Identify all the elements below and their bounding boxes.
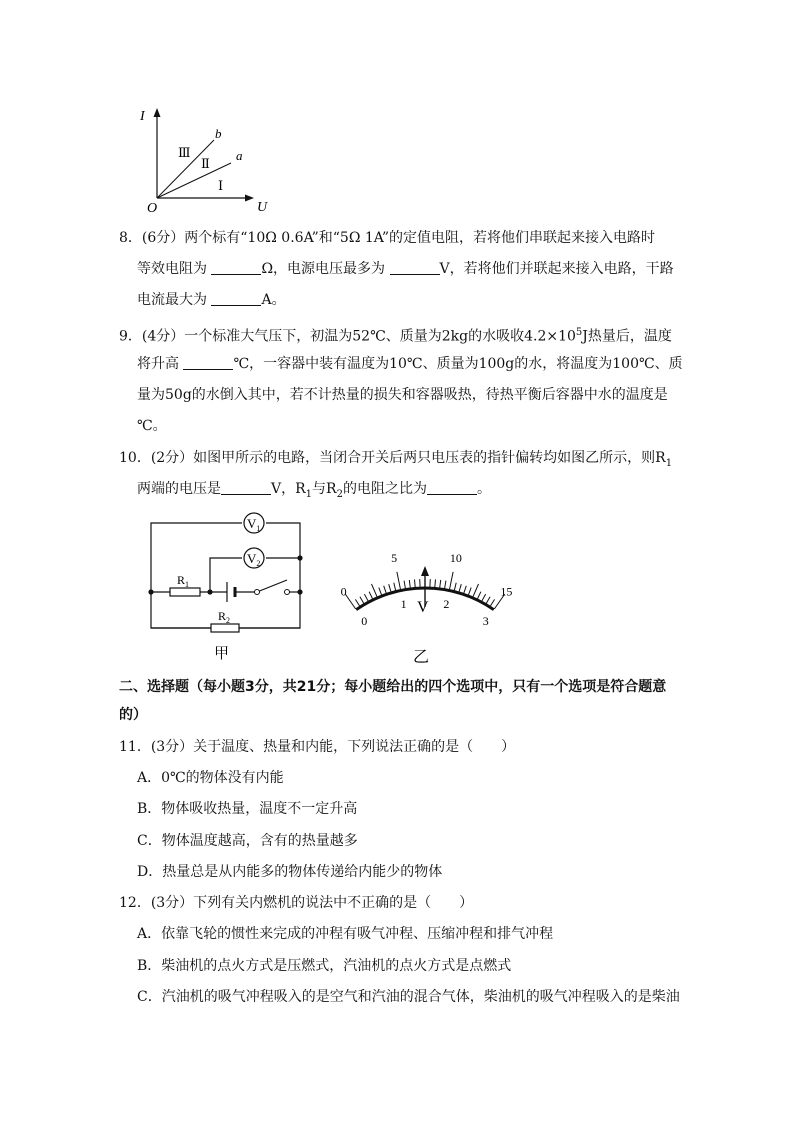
dial-tick	[355, 599, 359, 606]
junction-dot	[297, 589, 302, 594]
dial-inner-label: 3	[482, 614, 489, 629]
q8-text: A。	[261, 292, 286, 308]
switch-contact-icon	[255, 590, 260, 595]
q10-text: 。	[476, 481, 491, 497]
q12-option-a[interactable]: A．依靠飞轮的惯性来完成的冲程有吸气冲程、压缩冲程和排气冲程	[137, 926, 554, 942]
dial-inner-label: 2	[443, 597, 450, 612]
dial-tick	[379, 588, 382, 595]
junction-dot	[297, 555, 302, 560]
dial-tick	[486, 597, 490, 604]
answer-blank[interactable]	[427, 480, 477, 495]
q11-option-d[interactable]: D．热量总是从内能多的物体传递给内能少的物体	[137, 864, 443, 880]
q11-stem: 11．(3分）关于温度、热量和内能，下列说法正确的是（ ）	[119, 739, 516, 755]
q10-text: 的电阻之比为	[342, 481, 427, 497]
junction-dot	[207, 589, 212, 594]
q8-line3	[137, 290, 286, 310]
wire	[210, 558, 242, 592]
q12-stem: 12．(3分）下列有关内燃机的说法中不正确的是（ ）	[119, 895, 474, 911]
dial-tick	[464, 586, 467, 594]
i-axis-arrow-icon	[154, 108, 161, 117]
q8-text: 电流最大为	[137, 292, 212, 308]
q10-line2	[137, 479, 491, 505]
dial-tick	[397, 572, 401, 590]
dial-tick	[364, 594, 368, 601]
circuit-caption: 甲	[214, 646, 230, 662]
answer-blank[interactable]	[211, 291, 261, 306]
q9-text: J热量后，温度	[582, 328, 672, 345]
v1-label: $V_1$	[247, 516, 261, 533]
section2-heading-line2: 的）	[119, 707, 147, 723]
r2-label: $R_2$	[218, 609, 231, 625]
dial-tick	[369, 592, 373, 599]
answer-blank[interactable]	[183, 355, 233, 370]
dial-tick	[384, 586, 387, 594]
dial-tick	[490, 599, 494, 606]
q8-text: 等效电阻为	[137, 261, 212, 277]
q9-line4: ℃。	[137, 418, 167, 434]
line-b-label: b	[215, 126, 222, 141]
origin-label: O	[147, 201, 158, 215]
dial-outer-label: 5	[391, 551, 398, 566]
junction-dot	[148, 589, 153, 594]
resistor-r1-icon	[170, 588, 200, 596]
q10-text: 两端的电压是	[137, 481, 221, 497]
dial-outer-label: 0	[340, 584, 347, 599]
dial-inner-label: 0	[361, 614, 368, 629]
dial-outer-label: 15	[500, 584, 513, 599]
r1-label: $R_1$	[177, 573, 190, 589]
q8-text: Ω，电源电压最多为	[261, 261, 390, 277]
dial-tick	[440, 580, 441, 588]
q9-line3: 量为50g的水倒入其中，若不计热量的损失和容器吸热，待热平衡后容器中水的温度是	[137, 387, 668, 403]
voltmeter-dial	[320, 520, 530, 670]
dial-tick	[450, 572, 454, 590]
dial-tick	[482, 594, 486, 601]
answer-blank[interactable]	[390, 260, 440, 275]
meter-caption: 乙	[413, 649, 430, 666]
dial-tick	[473, 584, 479, 597]
q8-text: V，若将他们并联起来接入电路，干路	[439, 261, 674, 277]
q11-option-a[interactable]: A．0℃的物体没有内能	[137, 770, 284, 786]
line-a-label: a	[236, 148, 243, 163]
switch-contact-icon	[285, 590, 290, 595]
answer-blank[interactable]	[221, 480, 271, 495]
q9-text: 将升高	[137, 356, 184, 372]
answer-blank[interactable]	[211, 260, 261, 275]
q10-text: V，R	[271, 481, 306, 497]
dial-labels	[341, 551, 513, 628]
dial-tick	[372, 584, 378, 597]
dial-tick	[409, 580, 410, 588]
iu-graph	[130, 100, 280, 215]
section2-heading-line1: 二、选择题（每小题3分，共21分；每小题给出的四个选项中，只有一个选项是符合题意	[119, 679, 667, 695]
region-1-label: Ⅰ	[218, 178, 224, 193]
q12-option-c[interactable]: C．汽油机的吸气冲程吸入的是空气和汽油的混合气体，柴油机的吸气冲程吸入的是柴油	[137, 989, 680, 1005]
dial-tick	[345, 594, 355, 609]
q9-text: 9．(4分）一个标准大气压下，初温为52℃、质量为2kg的水吸收4.2×10	[119, 328, 576, 345]
v2-label: $V_2$	[247, 551, 261, 568]
region-2-label: Ⅱ	[201, 156, 210, 171]
subscript: 1	[305, 488, 313, 500]
dial-tick	[389, 584, 391, 592]
q10-text: 10．(2分）如图甲所示的电路，当闭合开关后两只电压表的指针偏转均如图乙所示，则R	[119, 450, 666, 466]
subscript: 1	[665, 457, 673, 469]
dial-tick	[404, 581, 405, 589]
q8-line1: 8．(6分）两个标有“10Ω 0.6A”和“5Ω 1A”的定值电阻，若将他们串联起来接入电路时	[119, 230, 656, 246]
dial-tick	[468, 588, 471, 595]
q11-option-b[interactable]: B．物体吸收热量，温度不一定升高	[137, 801, 358, 817]
axis-i-label: I	[140, 109, 145, 124]
q9-text: ℃，一容器中装有温度为10℃、质量为100g的水，将温度为100℃、质	[233, 356, 683, 372]
needle-arrow-icon	[421, 566, 429, 576]
exponent: 5	[575, 327, 583, 338]
dial-tick	[445, 581, 446, 589]
switch-icon	[257, 580, 287, 592]
q10-text: 与R	[312, 481, 337, 497]
dial-tick	[454, 583, 456, 591]
q9-line2	[137, 354, 683, 374]
q8-line2	[137, 259, 674, 279]
q11-option-c[interactable]: C．物体温度越高，含有的热量越多	[137, 833, 358, 849]
dial-inner-label: 1	[400, 597, 407, 612]
subscript: 2	[336, 488, 343, 500]
q12-option-b[interactable]: B．柴油机的点火方式是压燃式，汽油机的点火方式是点燃式	[137, 958, 512, 974]
resistor-r2-icon	[211, 624, 239, 632]
dial-tick	[435, 579, 436, 587]
q10-line1	[119, 448, 672, 474]
u-axis-arrow-icon	[245, 195, 254, 202]
q9-line1	[119, 323, 672, 347]
dial-outer-label: 10	[449, 551, 462, 566]
circuit-diagram	[140, 508, 315, 663]
dial-tick	[360, 597, 364, 604]
dial-tick	[394, 583, 396, 591]
dial-tick	[477, 592, 481, 599]
region-3-label: Ⅲ	[178, 145, 191, 160]
dial-tick	[459, 584, 461, 592]
meter-unit-label: V	[417, 599, 429, 616]
dial-tick	[415, 579, 416, 587]
axis-u-label: U	[257, 200, 268, 215]
